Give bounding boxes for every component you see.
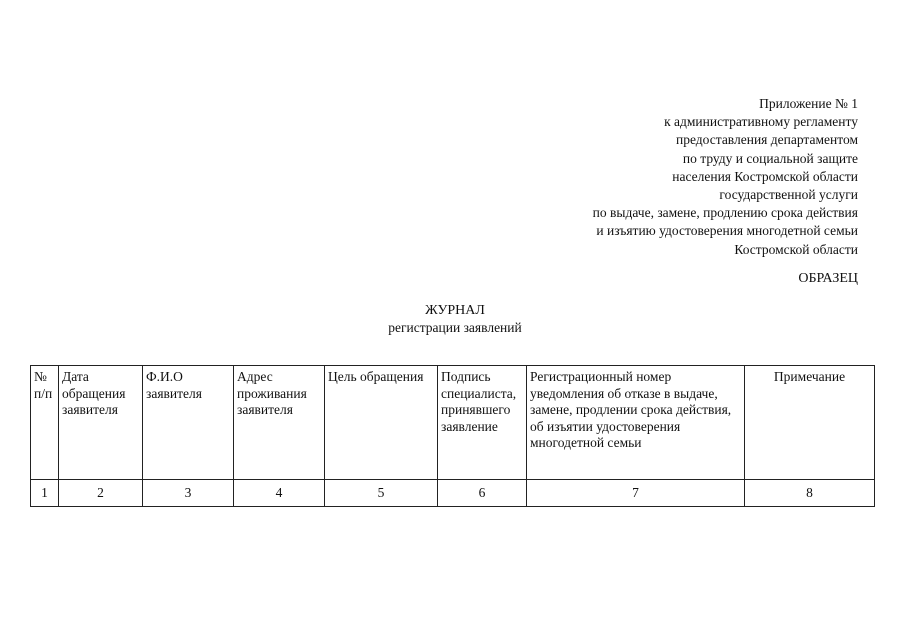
appendix-line: предоставления департаментом: [676, 132, 858, 148]
column-number-cell: 5: [325, 480, 438, 507]
header-cell-note: Примечание: [745, 366, 875, 480]
column-number-cell: 1: [31, 480, 59, 507]
sample-label: ОБРАЗЕЦ: [798, 271, 858, 286]
header-cell-number: № п/п: [31, 366, 59, 480]
appendix-line: Приложение № 1: [759, 96, 858, 111]
header-cell-signature: Подпись специалиста, принявшего заявление: [438, 366, 527, 480]
column-number-cell: 3: [143, 480, 234, 507]
appendix-line: населения Костромской области: [672, 168, 858, 184]
journal-table: [30, 365, 875, 507]
appendix-line: по выдаче, замене, продлению срока действия: [592, 205, 858, 221]
appendix-block: [498, 95, 858, 259]
journal-subtitle: регистрации заявлений: [388, 320, 522, 335]
column-number-cell: 4: [234, 480, 325, 507]
column-number-cell: 8: [745, 480, 875, 507]
header-cell-registration-number: Регистрационный номер уведомления об отказе в выдаче, замене, продлении срока действия, об изъятии удостоверения многодетной семьи: [527, 366, 745, 480]
header-cell-address: Адрес проживания заявителя: [234, 366, 325, 480]
table-header-row: [31, 366, 875, 480]
journal-title: ЖУРНАЛ: [425, 303, 485, 318]
header-cell-purpose: Цель обращения: [325, 366, 438, 480]
column-number-cell: 2: [59, 480, 143, 507]
appendix-line: государственной услуги: [719, 187, 858, 203]
appendix-line: по труду и социальной защите: [682, 150, 858, 166]
column-number-cell: 7: [527, 480, 745, 507]
column-number-cell: 6: [438, 480, 527, 507]
header-cell-name: Ф.И.О заявителя: [143, 366, 234, 480]
table-number-row: [31, 480, 875, 507]
appendix-line: Костромской области: [734, 241, 858, 257]
appendix-line: и изъятию удостоверения многодетной семьи: [596, 223, 858, 239]
appendix-line: к административному регламенту: [664, 114, 858, 130]
header-cell-date: Дата обращения заявителя: [59, 366, 143, 480]
